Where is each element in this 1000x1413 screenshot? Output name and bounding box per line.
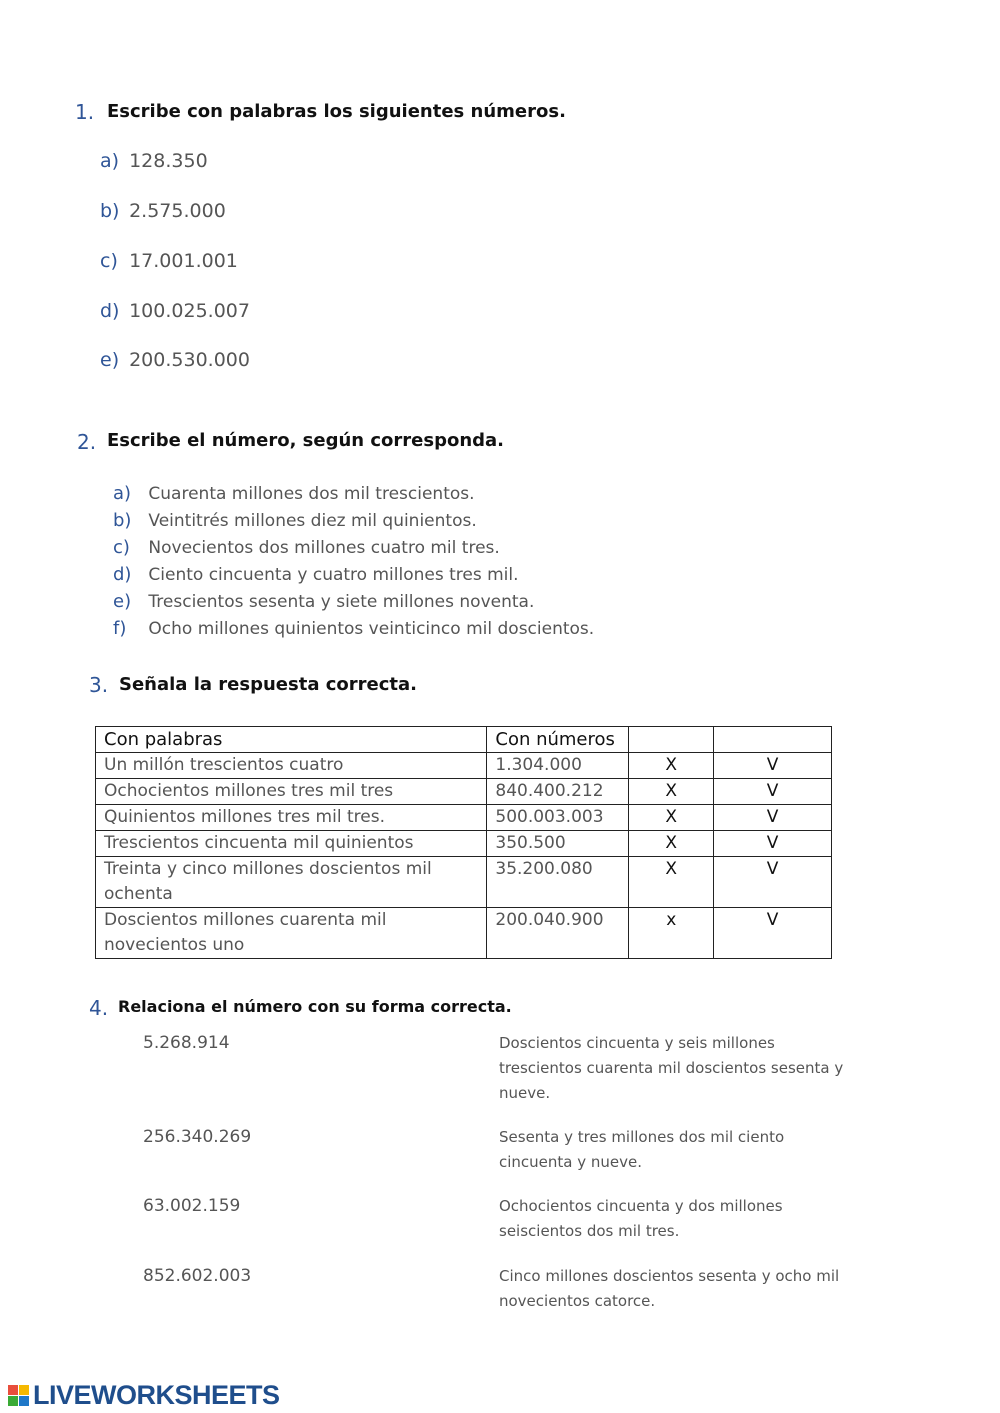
cell-x-option[interactable]: x xyxy=(629,908,714,959)
match-text[interactable]: Sesenta y tres millones dos mil ciento cincuenta y nueve. xyxy=(499,1128,785,1171)
cell-words: Ochocientos millones tres mil tres xyxy=(96,779,487,805)
item-value: 200.530.000 xyxy=(129,349,250,371)
logo-square xyxy=(19,1396,29,1406)
item-value: 17.001.001 xyxy=(129,250,238,272)
cell-v-option[interactable]: V xyxy=(714,831,832,857)
table-row xyxy=(96,779,832,805)
cell-words: Un millón trescientos cuatro xyxy=(96,753,487,779)
cell-v-option[interactable]: V xyxy=(714,753,832,779)
cell-x-option[interactable]: X xyxy=(629,779,714,805)
list-item xyxy=(113,618,594,639)
item-text: Novecientos dos millones cuatro mil tres. xyxy=(148,538,500,558)
table-header-row xyxy=(96,727,832,753)
header-x xyxy=(629,727,714,753)
section-1-number: 1. xyxy=(75,100,95,124)
section-4-title: Relaciona el número con su forma correcta. xyxy=(118,997,512,1016)
item-letter: e) xyxy=(100,349,120,371)
cell-v-option[interactable]: V xyxy=(714,857,832,908)
section-2-title: Escribe el número, según corresponda. xyxy=(107,430,505,451)
cell-v-option[interactable]: V xyxy=(714,779,832,805)
item-letter: b) xyxy=(100,200,120,222)
cell-v-option[interactable]: V xyxy=(714,805,832,831)
list-item xyxy=(113,564,519,585)
item-text: Cuarenta millones dos mil trescientos. xyxy=(148,484,475,504)
item-text: Ciento cincuenta y cuatro millones tres mil. xyxy=(148,565,519,585)
cell-x-option[interactable]: X xyxy=(629,805,714,831)
table-row xyxy=(96,908,832,959)
liveworksheets-logo xyxy=(8,1380,280,1410)
header-v xyxy=(714,727,832,753)
cell-v-option[interactable]: V xyxy=(714,908,832,959)
cell-number: 500.003.003 xyxy=(487,805,629,831)
cell-number: 350.500 xyxy=(487,831,629,857)
cell-number: 1.304.000 xyxy=(487,753,629,779)
item-letter: f) xyxy=(113,618,127,639)
list-item xyxy=(113,510,477,531)
cell-words: Treinta y cinco millones doscientos mil ochenta xyxy=(96,857,487,908)
match-number[interactable]: 852.602.003 xyxy=(143,1266,252,1286)
logo-square xyxy=(8,1396,18,1406)
table-row xyxy=(96,753,832,779)
list-item xyxy=(100,150,208,172)
cell-x-option[interactable]: X xyxy=(629,831,714,857)
answer-table xyxy=(95,726,832,959)
logo-square xyxy=(8,1385,18,1395)
match-text[interactable]: Doscientos cincuenta y seis millones trescientos cuarenta mil doscientos sesenta y nueve. xyxy=(499,1034,844,1102)
match-text[interactable]: Cinco millones doscientos sesenta y ocho mil novecientos catorce. xyxy=(499,1267,840,1310)
item-value: 128.350 xyxy=(129,150,208,172)
list-item xyxy=(113,591,534,612)
item-letter: a) xyxy=(100,150,120,172)
item-text: Trescientos sesenta y siete millones noventa. xyxy=(148,592,535,612)
match-number[interactable]: 63.002.159 xyxy=(143,1196,241,1216)
section-3-number: 3. xyxy=(89,673,109,697)
item-letter: d) xyxy=(100,300,120,322)
cell-words: Quinientos millones tres mil tres. xyxy=(96,805,487,831)
list-item xyxy=(113,537,500,558)
logo-grid-icon xyxy=(8,1385,29,1406)
item-letter: c) xyxy=(100,250,118,272)
list-item xyxy=(100,300,250,322)
item-text: Ocho millones quinientos veinticinco mil doscientos. xyxy=(148,619,595,639)
item-letter: c) xyxy=(113,537,130,558)
section-4-number: 4. xyxy=(89,996,109,1020)
logo-square xyxy=(19,1385,29,1395)
item-letter: b) xyxy=(113,510,132,531)
cell-number: 200.040.900 xyxy=(487,908,629,959)
item-value: 2.575.000 xyxy=(129,200,226,222)
brand-name: LIVEWORKSHEETS xyxy=(33,1379,280,1410)
table-row xyxy=(96,857,832,908)
list-item xyxy=(100,200,226,222)
match-text[interactable]: Ochocientos cincuenta y dos millones seiscientos dos mil tres. xyxy=(499,1197,783,1240)
section-3-title: Señala la respuesta correcta. xyxy=(119,674,417,695)
table-row xyxy=(96,805,832,831)
cell-words: Doscientos millones cuarenta mil novecientos uno xyxy=(96,908,487,959)
match-number[interactable]: 5.268.914 xyxy=(143,1033,230,1053)
cell-number: 840.400.212 xyxy=(487,779,629,805)
item-value: 100.025.007 xyxy=(129,300,250,322)
cell-x-option[interactable]: X xyxy=(629,753,714,779)
cell-x-option[interactable]: X xyxy=(629,857,714,908)
item-letter: e) xyxy=(113,591,132,612)
match-number[interactable]: 256.340.269 xyxy=(143,1127,252,1147)
item-letter: a) xyxy=(113,483,132,504)
list-item xyxy=(100,349,250,371)
section-1-title: Escribe con palabras los siguientes números. xyxy=(107,101,566,122)
list-item xyxy=(113,483,475,504)
list-item xyxy=(100,250,238,272)
cell-words: Trescientos cincuenta mil quinientos xyxy=(96,831,487,857)
item-text: Veintitrés millones diez mil quinientos. xyxy=(148,511,477,531)
header-words: Con palabras xyxy=(96,727,487,753)
item-letter: d) xyxy=(113,564,132,585)
table-row xyxy=(96,831,832,857)
header-numbers: Con números xyxy=(487,727,629,753)
section-2-number: 2. xyxy=(77,430,97,454)
cell-number: 35.200.080 xyxy=(487,857,629,908)
